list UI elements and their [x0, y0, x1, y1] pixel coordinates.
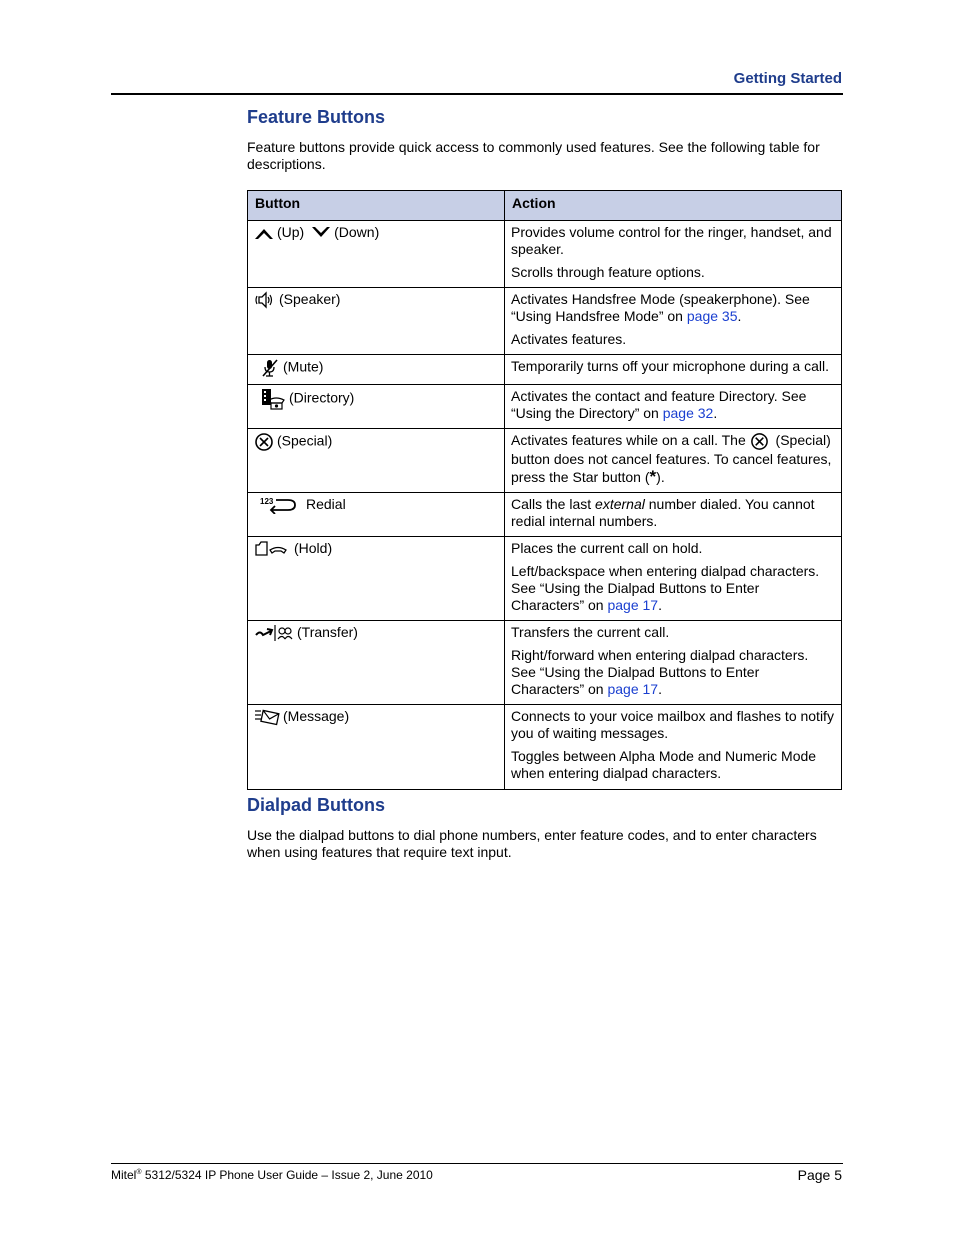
action-text: Provides volume control for the ringer, handset, and speaker.	[511, 224, 832, 257]
action-cell	[505, 288, 842, 355]
up-label: (Up)	[277, 224, 305, 240]
page-number: Page 5	[797, 1167, 842, 1183]
star-symbol: *	[649, 467, 657, 486]
table-row	[248, 221, 842, 288]
hold-icon	[254, 541, 288, 557]
special-label: (Special)	[277, 432, 333, 449]
redial-label: Redial	[306, 496, 346, 512]
redial-icon	[260, 496, 298, 514]
special-x-icon	[750, 432, 769, 451]
directory-label: (Directory)	[289, 389, 355, 406]
special-x-icon	[254, 432, 274, 452]
action-text	[511, 432, 835, 486]
table-row	[248, 537, 842, 621]
page-32-link[interactable]: page 32	[662, 405, 714, 421]
action-cell	[505, 355, 842, 385]
action-text	[511, 291, 835, 325]
action-text-part: .	[737, 308, 742, 324]
mute-microphone-icon	[260, 358, 280, 378]
action-cell	[505, 429, 842, 493]
button-cell	[248, 621, 505, 705]
footer-registered-mark: ®	[136, 1169, 142, 1176]
hold-label: (Hold)	[294, 540, 333, 556]
button-cell	[248, 537, 505, 621]
up-arrow-icon	[254, 226, 274, 240]
action-cell	[505, 537, 842, 621]
action-text	[511, 563, 835, 614]
feature-buttons-heading: Feature Buttons	[247, 107, 386, 127]
mute-label: (Mute)	[283, 358, 324, 375]
feature-buttons-table	[247, 190, 842, 790]
speaker-icon	[254, 291, 276, 309]
action-text-part: ).	[656, 469, 665, 485]
running-header: Getting Started	[733, 70, 842, 87]
speaker-label: (Speaker)	[279, 291, 341, 307]
directory-icon	[260, 388, 286, 410]
table-header-row	[248, 191, 842, 221]
action-text-part: Activates features while on a call. The	[511, 432, 750, 449]
action-text: Transfers the current call.	[511, 624, 670, 640]
svg-text:123: 123	[260, 497, 274, 507]
action-cell	[505, 621, 842, 705]
action-text: Connects to your voice mailbox and flashes to notify you of waiting messages.	[511, 708, 834, 741]
action-text: Toggles between Alpha Mode and Numeric Mode when entering dialpad characters.	[511, 748, 817, 781]
button-cell	[248, 385, 505, 429]
down-label: (Down)	[334, 224, 380, 240]
feature-buttons-intro: Feature buttons provide quick access to commonly used features. See the following table for descriptions.	[247, 139, 820, 172]
action-text-part: Left/backspace when entering dialpad characters. See “Using the Dialpad Buttons to Enter Characters” on	[511, 563, 820, 613]
button-cell	[248, 705, 505, 790]
action-text-part: .	[658, 597, 662, 613]
footer-doc-title: 5312/5324 IP Phone User Guide – Issue 2, June 2010	[141, 1168, 433, 1182]
column-header-action: Action	[505, 191, 842, 221]
table-row	[248, 493, 842, 537]
message-envelope-icon	[254, 708, 280, 726]
action-text: Activates features.	[511, 331, 627, 347]
action-text: Scrolls through feature options.	[511, 264, 705, 280]
action-text-part: Activates Handsfree Mode (speakerphone). See “Using Handsfree Mode” on	[511, 291, 810, 324]
footer-document-title	[111, 1168, 433, 1182]
action-text	[511, 647, 835, 698]
table-row	[248, 355, 842, 385]
button-cell	[248, 493, 505, 537]
transfer-label: (Transfer)	[297, 624, 358, 640]
message-label: (Message)	[283, 708, 350, 724]
page-17-link[interactable]: page 17	[607, 681, 659, 697]
action-text: Temporarily turns off your microphone during a call.	[511, 358, 830, 374]
button-cell	[248, 355, 505, 385]
column-header-button: Button	[248, 191, 505, 221]
button-cell	[248, 288, 505, 355]
action-cell	[505, 385, 842, 429]
action-cell	[505, 705, 842, 790]
table-row	[248, 429, 842, 493]
action-text	[511, 388, 835, 422]
action-text	[511, 496, 835, 530]
button-cell	[248, 429, 505, 493]
action-text-part: Activates the contact and feature Directory. See “Using the Directory” on	[511, 388, 807, 421]
action-text-part: (Special) button does not cancel features. To cancel features, press the Star button (	[511, 432, 832, 485]
table-row	[248, 705, 842, 790]
footer-rule	[111, 1163, 843, 1164]
action-text-part: .	[658, 681, 662, 697]
transfer-icon	[254, 624, 294, 642]
dialpad-buttons-body: Use the dialpad buttons to dial phone numbers, enter feature codes, and to enter characters when using features that require text input.	[247, 827, 817, 860]
action-text: Places the current call on hold.	[511, 540, 703, 556]
header-rule	[111, 93, 843, 95]
page-17-link[interactable]: page 17	[607, 597, 659, 613]
action-text-part: .	[713, 405, 718, 421]
footer-brand: Mitel	[111, 1168, 137, 1182]
page-35-link[interactable]: page 35	[686, 308, 738, 324]
dialpad-buttons-heading: Dialpad Buttons	[247, 795, 385, 815]
table-row	[248, 288, 842, 355]
action-cell	[505, 221, 842, 288]
action-text-part: Calls the last	[511, 496, 596, 512]
action-text-part: number dialed. You cannot redial internal numbers.	[511, 496, 815, 529]
table-row	[248, 621, 842, 705]
down-arrow-icon	[311, 226, 331, 240]
action-text-part: Right/forward when entering dialpad characters. See “Using the Dialpad Buttons to Enter Characters” on	[511, 647, 809, 697]
button-cell	[248, 221, 505, 288]
table-row	[248, 385, 842, 429]
action-cell	[505, 493, 842, 537]
action-text-emphasis: external	[595, 496, 645, 512]
